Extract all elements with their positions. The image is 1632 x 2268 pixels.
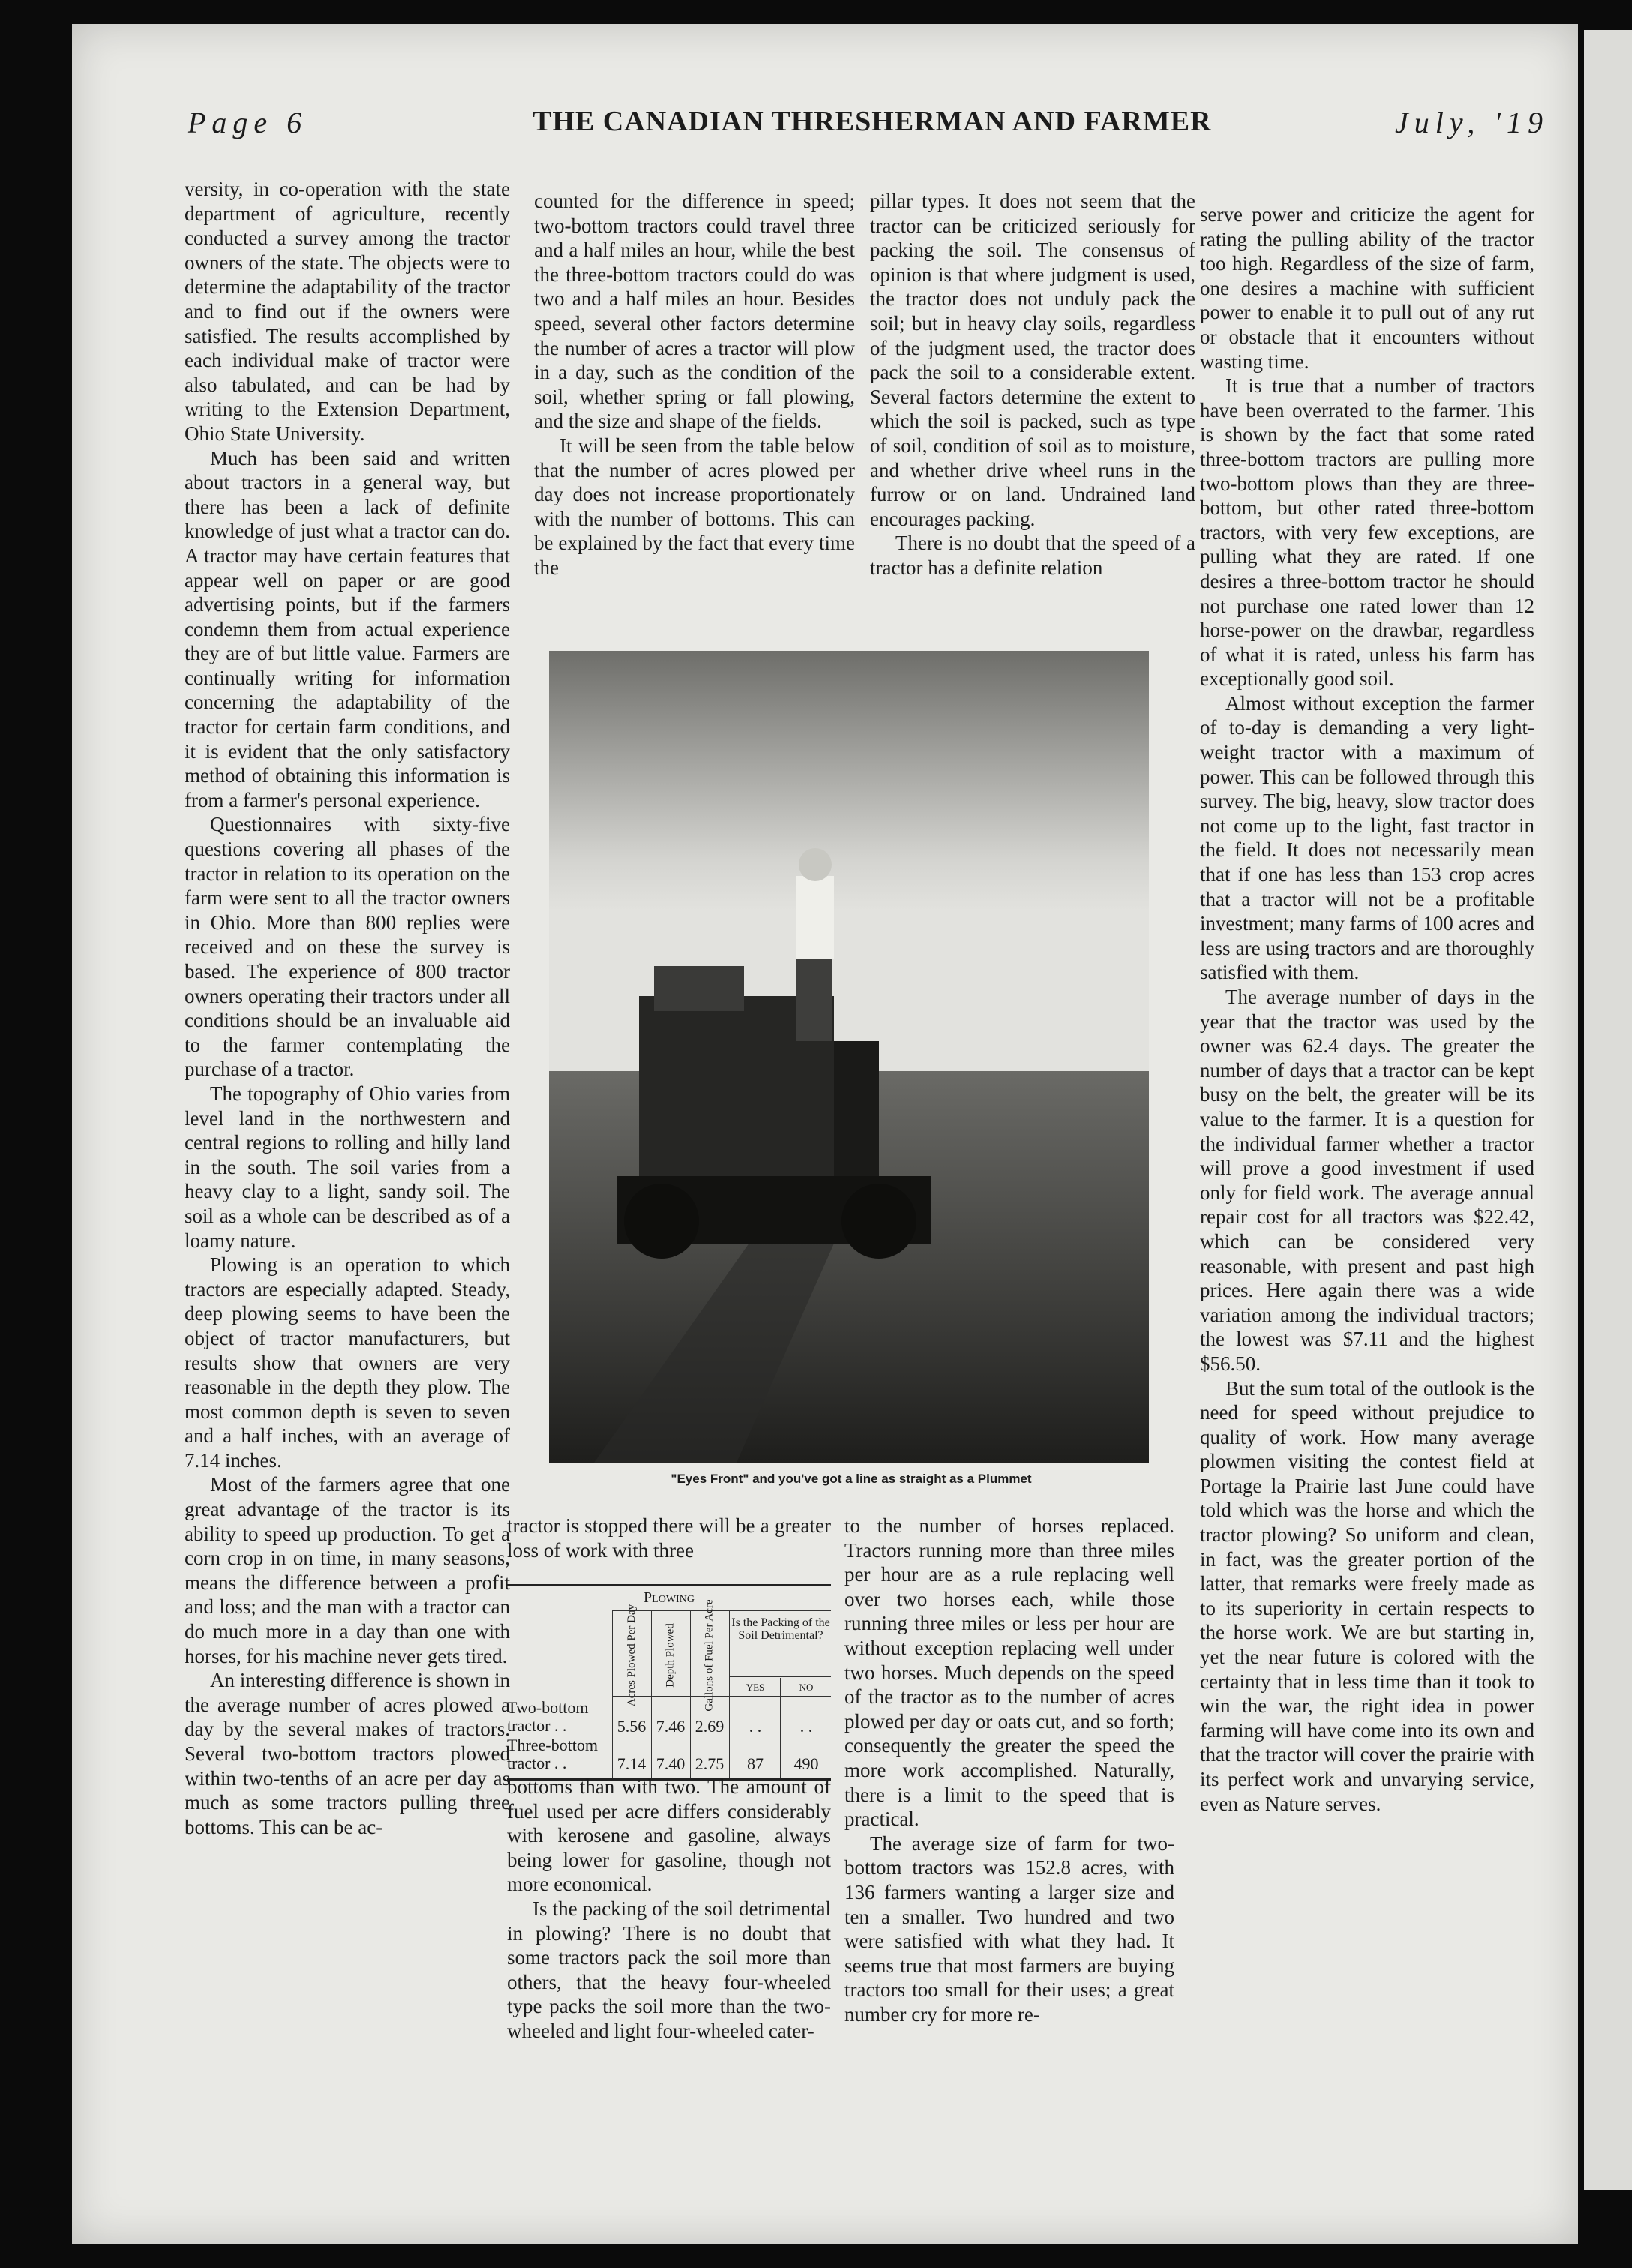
paragraph: The topography of Ohio varies from level land in the northwestern and central regions to rolling and hilly land in the south. The soil varies from a heavy clay to a light, sandy soil. The soil as a whole can be described as of a loamy nature. [184,1082,510,1252]
paragraph: Is the packing of the soil detrimental in plowing? There is no doubt that some tractors pack the soil more than others, that the heavy four-wheeled type packs the soil more than the two-wheeled and light four-wheeled cater- [507,1897,831,2042]
paragraph: Almost without exception the farmer of to-day is demanding a very light-weight tractor with a maximum of power. This can be followed through this survey. The big, heavy, slow tractor does not come up to the light, fast tractor in the field. It does not necessarily mean that if one has less than 153 crop acres that a tractor will not be a profitable investment; many farms of 100 acres and less are using tractors and are thoroughly satisfied with them. [1200,692,1534,984]
column-2-top [534,189,855,624]
column-3-top [870,189,1196,624]
photo-caption: "Eyes Front" and you've got a line as straight as a Plummet [670,1472,1032,1486]
tractor-plowing-photo [549,651,1149,1462]
issue-date: July, '19 [1395,106,1549,140]
table-cell: 7.46 [656,1717,686,1736]
paragraph: There is no doubt that the speed of a tractor has a definite relation [870,532,1196,579]
table-cell: 7.14 [616,1754,646,1773]
header-yes: YES [746,1682,765,1693]
header-detrimental: Is the Packing of the Soil Detrimental? [731,1616,830,1642]
plowing-table [507,1584,831,1780]
header-no: NO [799,1682,814,1693]
table-cell: . . [800,1717,813,1736]
table-cell: 2.69 [694,1717,724,1736]
paragraph: An interesting difference is shown in the average number of acres plowed a day by the several makes of tractors. Several two-bottom tractors plowed within two-tenths of an acre per day as much as some tractors pulling three bottoms. This can be ac- [184,1669,510,1838]
column-1 [184,177,510,2082]
column-2-bottom-b [507,1774,831,2120]
header-fuel: Gallons of Fuel Per Acre [704,1599,716,1712]
paragraph: Plowing is an operation to which tractors are especially adapted. Steady, deep plowing seems to have been the object of tractor manufacturers, but results show that owners are very reasonable in the depth they plow. The most common depth is seven to seven and a half inches, with an average of 7.14 inches. [184,1253,510,1472]
column-3-bottom [844,1514,1174,2114]
paragraph: bottoms than with two. The amount of fuel used per acre differs considerably with kerosene and gasoline, always being lower for gasoline, though not more economical. [507,1775,831,1896]
paragraph: counted for the difference in speed; two-bottom tractors could travel three and a half miles an hour, while the best the three-bottom tractors could do was two and a half miles an hour. Besides speed, several other factors determine the number of acres a tractor will plow in a day, such as the condition of the soil, whether spring or fall plowing, and the size and shape of the fields. [534,190,855,433]
paragraph: serve power and criticize the agent for rating the pulling ability of the tractor too high. Regardless of the size of farm, one desires a machine with sufficient power to enable it to pull out of any rut or obstacle that it encounters without wasting time. [1200,203,1534,373]
table-title: Plowing [644,1589,694,1606]
header-depth: Depth Plowed [664,1623,677,1688]
paragraph: But the sum total of the outlook is the need for speed without prejudice to quality of work. How many average plowmen visiting the contest field at Portage la Prairie last June could have told which was the horse and which the tractor plowing? So uniform and clean, in fact, was the greater portion of the latter, that remarks were freely made as to its superiority in certain respects to the horse work. We are but starting in, yet the near future is colored with the certainty that in less time than it took to win the war, the right idea in power farming will have come into its own and that the tractor will cover the prairie with its perfect work and unvarying service, even as Nature serves. [1200,1376,1534,1815]
paragraph: It is true that a number of tractors have been overrated to the farmer. This is shown by the fact that some rated three-bottom tractors are pulling more two-bottom plows than they are three-bottom, but other rated three-bottom tractors, with very few exceptions, are pulling what they are rated. If one desires a three-bottom tractor he should not purchase one rated lower than 12 horse-power on the drawbar, regardless of what it is rated, unless his farm has exceptionally good soil. [1200,374,1534,691]
paragraph: It will be seen from the table below that the number of acres plowed per day does not increase proportionately with the number of bottoms. This can be explained by the fact that every time the [534,434,855,579]
paragraph: Questionnaires with sixty-five questions covering all phases of the tractor in relation to its operation on the farm were sent to all the tractor owners in Ohio. More than 800 replies were received and on these the survey is based. The experience of 800 tractor owners operating their tractors under all conditions should be an invaluable aid to the farmer contemplating the purchase of a tractor. [184,813,510,1081]
table-cell: 2.75 [694,1754,724,1773]
table-cell: 5.56 [616,1717,646,1736]
paragraph: versity, in co-operation with the state department of agriculture, recently conducted a survey among the tractor owners of the state. The objects were to determine the adaptability of the tractor and to find out if the owners were satisfied. The results accomplished by each individual make of tractor were also tabulated, and can be had by writing to the Extension Department, Ohio State University. [184,178,510,445]
paragraph: pillar types. It does not seem that the tractor can be criticized seriously for packing the soil. The consensus of opinion is that where judgment is used, the tractor does not unduly pack the soil; but in heavy clay soils, regardless of the judgment used, the tractor does pack the soil to a considerable extent. Several factors determine the extent to which the soil is packed, such as type of soil, condition of soil as to moisture, and whether drive wheel runs in the furrow or on land. Undrained land encourages packing. [870,190,1196,530]
paragraph: The average number of days in the year that the tractor was used by the owner was 62.4 days. The greater the number of days that a tractor can be kept busy on the belt, the greater will be its value to the farmer. It is a question for the individual farmer whether a tractor will prove a good investment if used only for field work. The average annual repair cost for all tractors was $22.42, which can be considered very reasonable, with present and past high prices. Here again there was a wide variation among the individual tractors; the lowest was $7.11 and the highest $56.50. [1200,986,1534,1375]
table-cell: 7.40 [656,1754,686,1773]
header-acres: Acres Plowed Per Day [626,1604,638,1707]
table-row-label: Three-bottom tractor . . [507,1736,598,1772]
page-number: Page 6 [188,106,308,140]
table-cell: 490 [794,1754,819,1773]
paragraph: tractor is stopped there will be a greater loss of work with three [507,1514,831,1562]
column-4 [1200,202,1534,2108]
table-cell: 87 [747,1754,764,1773]
magazine-title: THE CANADIAN THRESHERMAN AND FARMER [532,106,1212,137]
table-row-label: Two-bottom tractor . . [507,1698,589,1735]
paragraph: Most of the farmers agree that one great advantage of the tractor is its ability to speed up production. To get a corn crop in on time, in many seasons, means the difference between a profit and loss; and the man with a tractor can do much more in a day than one with horses, for his machine never gets tired. [184,1473,510,1667]
paragraph: to the number of horses replaced. Tractors running more than three miles per hour are as a rule replacing well over two horses each, while those running three miles or less per hour are without exception replacing well under two horses. Much depends on the speed of the tractor as to the number of acres plowed per day or oats cut, and so forth; consequently the greater the speed the more work accomplished. Naturally, there is a limit to the speed that is practical. [844,1514,1174,1831]
paragraph: Much has been said and written about tractors in a general way, but there has been a lack of definite knowledge of just what a tractor can do. A tractor may have certain features that appear well on paper or are good advertising points, but if the farmers condemn them from actual experience they are of but little value. Farmers are continually writing for information concerning the adaptability of the tractor for certain farm conditions, and it is evident that the only satisfactory method of obtaining this information is from a farmer's personal experience. [184,446,510,812]
table-cell: . . [748,1717,762,1736]
paragraph: The average size of farm for two-bottom tractors was 152.8 acres, with 136 farmers wanting a larger size and ten a smaller. Two hundred and two were satisfied with what they had. It seems true that most farmers are buying tractors too small for their uses; a great number cry for more re- [844,1832,1174,2026]
adjacent-page-edge [1584,30,1632,2190]
